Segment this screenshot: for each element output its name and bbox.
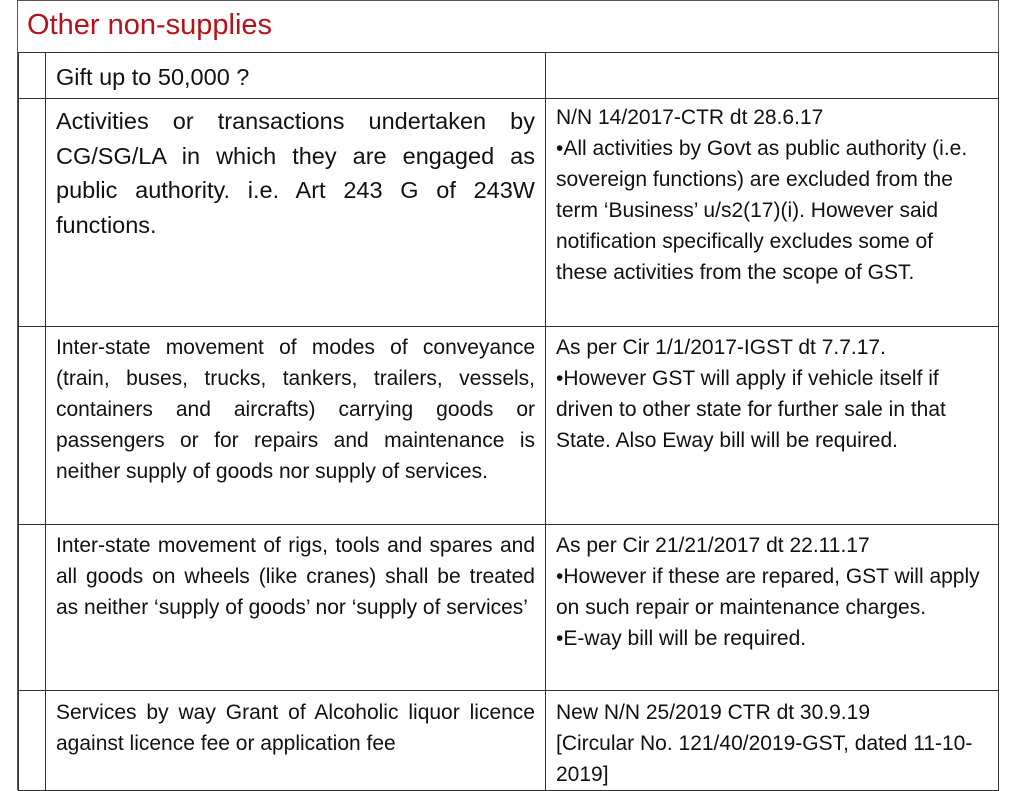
slide	[17, 0, 999, 790]
description-cell	[46, 691, 546, 791]
row-index-cell	[19, 53, 46, 99]
reference-cell	[546, 691, 999, 791]
row-index-cell	[19, 691, 46, 791]
reference-heading: As per Cir 21/21/2017 dt 22.11.17	[556, 534, 870, 557]
description-text: Inter-state movement of modes of conveyance (train, buses, trucks, tankers, trailers, vessels, containers and aircrafts) carrying goods or passengers or for repairs and maintenance is neither supply of goods nor supply of services.	[56, 336, 535, 483]
slide-title: Other non-supplies	[27, 9, 273, 41]
reference-bullet: [Circular No. 121/40/2019-GST, dated 11-10-2019]	[556, 732, 973, 786]
reference-bullet: •All activities by Govt as public authority (i.e. sovereign functions) are excluded from the term ‘Business’ u/s2(17)(i). However said notification specifically excludes some of these activities from the scope of GST.	[556, 137, 968, 284]
row-index-cell	[19, 327, 46, 525]
reference-cell	[546, 525, 999, 691]
reference-cell	[546, 53, 999, 99]
reference-heading: N/N 14/2017-CTR dt 28.6.17	[556, 106, 824, 129]
description-text: Services by way Grant of Alcoholic liquor licence against licence fee or application fee	[56, 701, 535, 755]
reference-heading: New N/N 25/2019 CTR dt 30.9.19	[556, 701, 870, 724]
table-row	[19, 327, 999, 525]
reference-bullet: •However if these are repared, GST will apply on such repair or maintenance charges.	[556, 565, 980, 619]
reference-bullet: •However GST will apply if vehicle itself if driven to other state for further sale in that State. Also Eway bill will be required.	[556, 367, 946, 452]
table-row	[19, 691, 999, 791]
title-cell	[18, 1, 998, 53]
reference-cell	[546, 99, 999, 327]
table-row	[19, 525, 999, 691]
table-row	[19, 99, 999, 327]
description-cell	[46, 53, 546, 99]
reference-cell	[546, 327, 999, 525]
description-cell	[46, 525, 546, 691]
non-supplies-table	[18, 52, 999, 791]
row-index-cell	[19, 525, 46, 691]
row-index-cell	[19, 99, 46, 327]
table-row	[19, 53, 999, 99]
description-text: Inter-state movement of rigs, tools and spares and all goods on wheels (like cranes) shall be treated as neither ‘supply of goods’ nor ‘supply of services’	[56, 534, 535, 619]
reference-bullet: •E-way bill will be required.	[556, 627, 807, 650]
description-text: Gift up to 50,000 ?	[56, 64, 250, 90]
description-text: Activities or transactions undertaken by CG/SG/LA in which they are engaged as public authority. i.e. Art 243 G of 243W functions.	[56, 108, 535, 238]
description-cell	[46, 99, 546, 327]
description-cell	[46, 327, 546, 525]
reference-heading: As per Cir 1/1/2017-IGST dt 7.7.17.	[556, 336, 886, 359]
